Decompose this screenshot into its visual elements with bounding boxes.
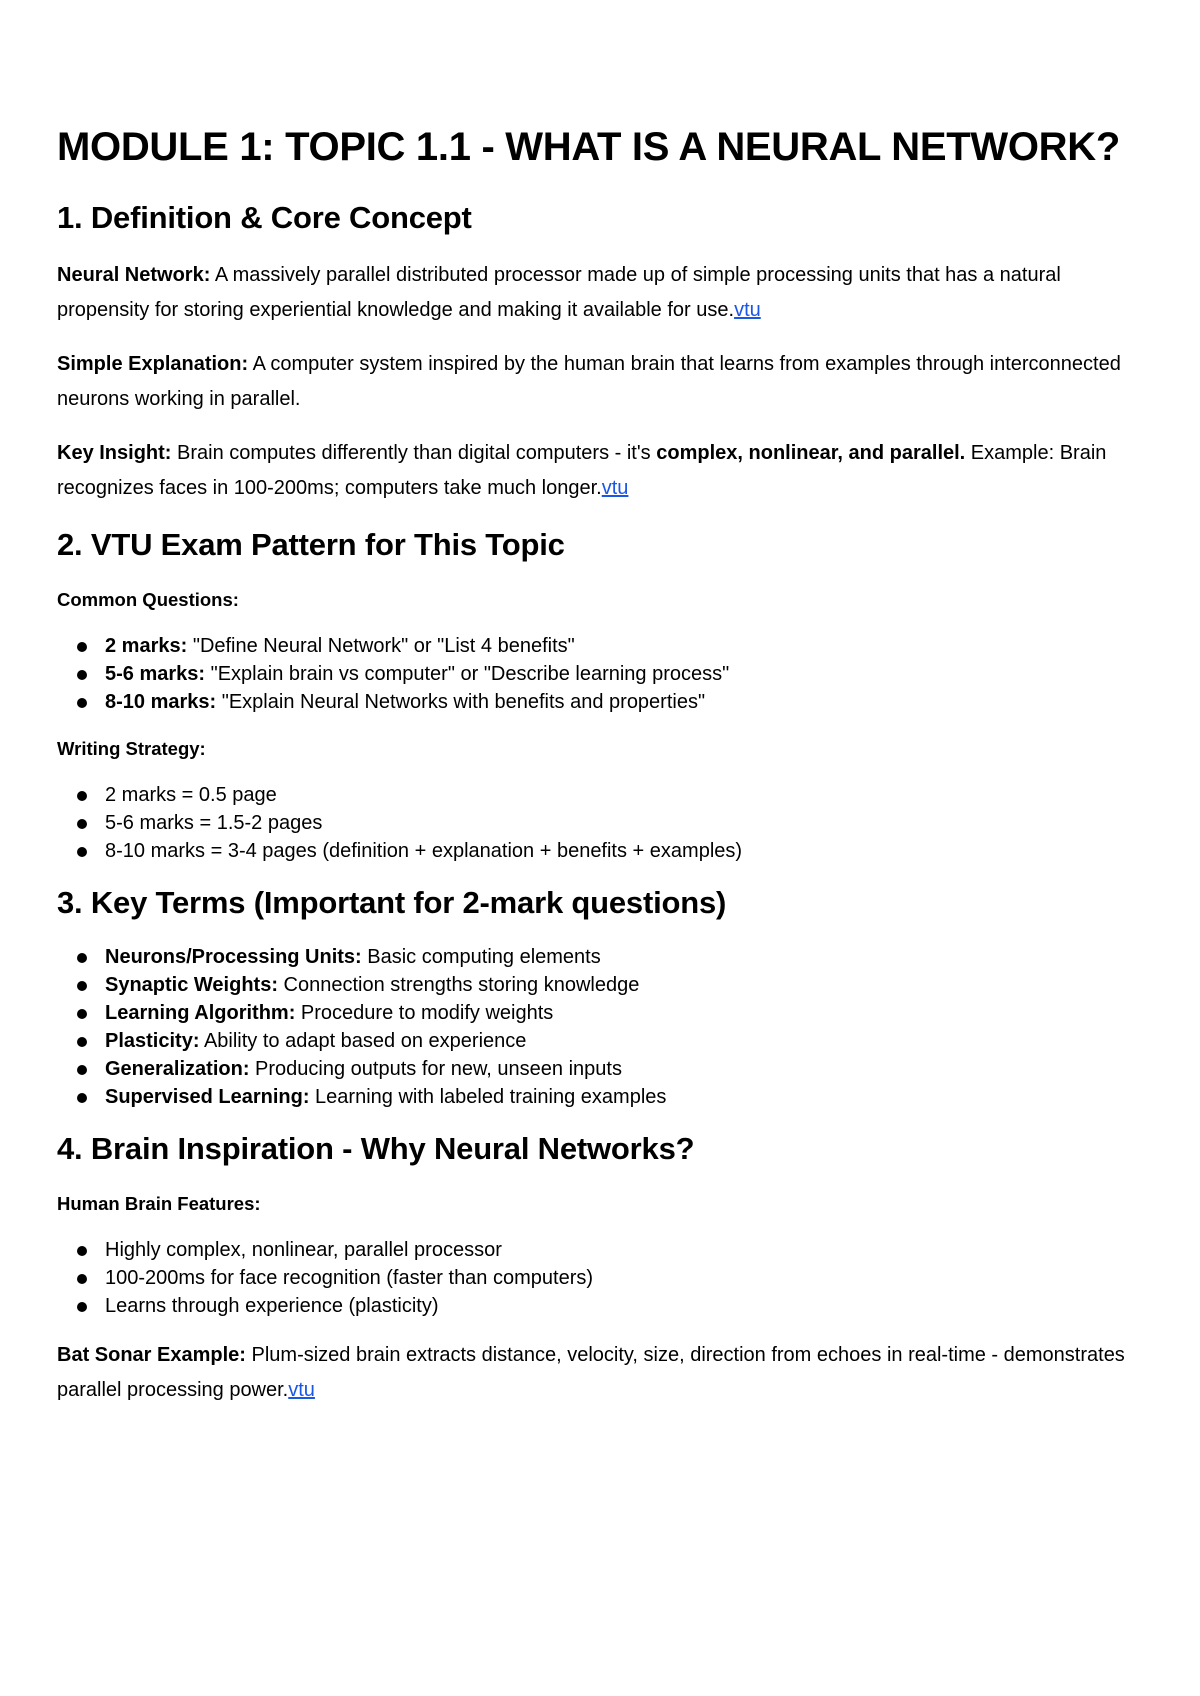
- list-item: [57, 660, 1147, 688]
- document-title: MODULE 1: TOPIC 1.1 - WHAT IS A NEURAL NETWORK?: [57, 125, 1120, 169]
- list-item: 8-10 marks = 3-4 pages (definition + explanation + benefits + examples): [57, 837, 1147, 865]
- list-item: Highly complex, nonlinear, parallel processor: [57, 1236, 1147, 1264]
- term-label: Supervised Learning:: [105, 1086, 310, 1108]
- list-item: [57, 632, 1147, 660]
- marks-label: 8-10 marks:: [105, 691, 217, 713]
- key-insight-emphasis: complex, nonlinear, and parallel.: [656, 442, 966, 464]
- list-item: Learns through experience (plasticity): [57, 1292, 1147, 1320]
- term-label: Generalization:: [105, 1058, 250, 1080]
- section-heading-key-terms: 3. Key Terms (Important for 2-mark questions): [57, 885, 727, 920]
- definition-paragraph: [57, 258, 1147, 328]
- term-text: Producing outputs for new, unseen inputs: [249, 1058, 622, 1080]
- list-item: [57, 971, 1147, 999]
- term-text: Procedure to modify weights: [295, 1002, 554, 1024]
- brain-features-list: [57, 1236, 1147, 1320]
- vtu-source-link[interactable]: vtu: [601, 477, 629, 499]
- bat-sonar-paragraph: [57, 1338, 1147, 1408]
- simple-explanation-text: A computer system inspired by the human brain that learns from examples through interconnected neurons working in parallel.: [57, 353, 1121, 410]
- term-text: Basic computing elements: [361, 946, 601, 968]
- definition-label: Neural Network:: [57, 264, 211, 286]
- term-text: Connection strengths storing knowledge: [278, 974, 640, 996]
- document-page: [57, 116, 1147, 1427]
- vtu-source-link[interactable]: vtu: [288, 1379, 315, 1401]
- key-insight-text-a: Brain computes differently than digital computers - it's: [171, 442, 657, 464]
- marks-label: 5-6 marks:: [105, 663, 206, 685]
- common-questions-list: [57, 632, 1147, 716]
- list-item: 100-200ms for face recognition (faster than computers): [57, 1264, 1147, 1292]
- list-item: 2 marks = 0.5 page: [57, 781, 1147, 809]
- bat-sonar-label: Bat Sonar Example:: [57, 1344, 246, 1366]
- question-text: "Define Neural Network" or "List 4 benefits": [187, 635, 575, 657]
- writing-strategy-list: [57, 781, 1147, 865]
- writing-strategy-label: Writing Strategy:: [57, 738, 206, 759]
- bat-sonar-text: Plum-sized brain extracts distance, velocity, size, direction from echoes in real-time - demonstrates parallel processing power.: [57, 1344, 1125, 1401]
- key-terms-list: [57, 943, 1147, 1111]
- section-heading-definition: 1. Definition & Core Concept: [57, 200, 472, 235]
- section-heading-exam-pattern: 2. VTU Exam Pattern for This Topic: [57, 527, 565, 562]
- key-insight-label: Key Insight:: [57, 442, 172, 464]
- list-item: [57, 1027, 1147, 1055]
- common-questions-label: Common Questions:: [57, 589, 239, 610]
- brain-features-label: Human Brain Features:: [57, 1193, 261, 1214]
- section-heading-brain-inspiration: 4. Brain Inspiration - Why Neural Networks?: [57, 1131, 695, 1166]
- vtu-source-link[interactable]: vtu: [734, 299, 761, 321]
- term-text: Ability to adapt based on experience: [199, 1030, 527, 1052]
- question-text: "Explain brain vs computer" or "Describe learning process": [205, 663, 730, 685]
- term-label: Synaptic Weights:: [105, 974, 278, 996]
- simple-explanation-label: Simple Explanation:: [57, 353, 249, 375]
- question-text: "Explain Neural Networks with benefits and properties": [216, 691, 706, 713]
- term-label: Learning Algorithm:: [105, 1002, 296, 1024]
- term-label: Neurons/Processing Units:: [105, 946, 362, 968]
- list-item: [57, 999, 1147, 1027]
- marks-label: 2 marks:: [105, 635, 188, 657]
- simple-explanation-paragraph: [57, 347, 1147, 417]
- list-item: [57, 1083, 1147, 1111]
- term-text: Learning with labeled training examples: [309, 1086, 667, 1108]
- list-item: [57, 943, 1147, 971]
- definition-text: A massively parallel distributed processor made up of simple processing units that has a natural propensity for storing experiential knowledge and making it available for use.: [57, 264, 1061, 321]
- list-item: [57, 688, 1147, 716]
- list-item: [57, 1055, 1147, 1083]
- term-label: Plasticity:: [105, 1030, 200, 1052]
- key-insight-text-b: Example: Brain recognizes faces in 100-200ms; computers take much longer.: [57, 442, 1107, 499]
- list-item: 5-6 marks = 1.5-2 pages: [57, 809, 1147, 837]
- key-insight-paragraph: [57, 436, 1147, 506]
